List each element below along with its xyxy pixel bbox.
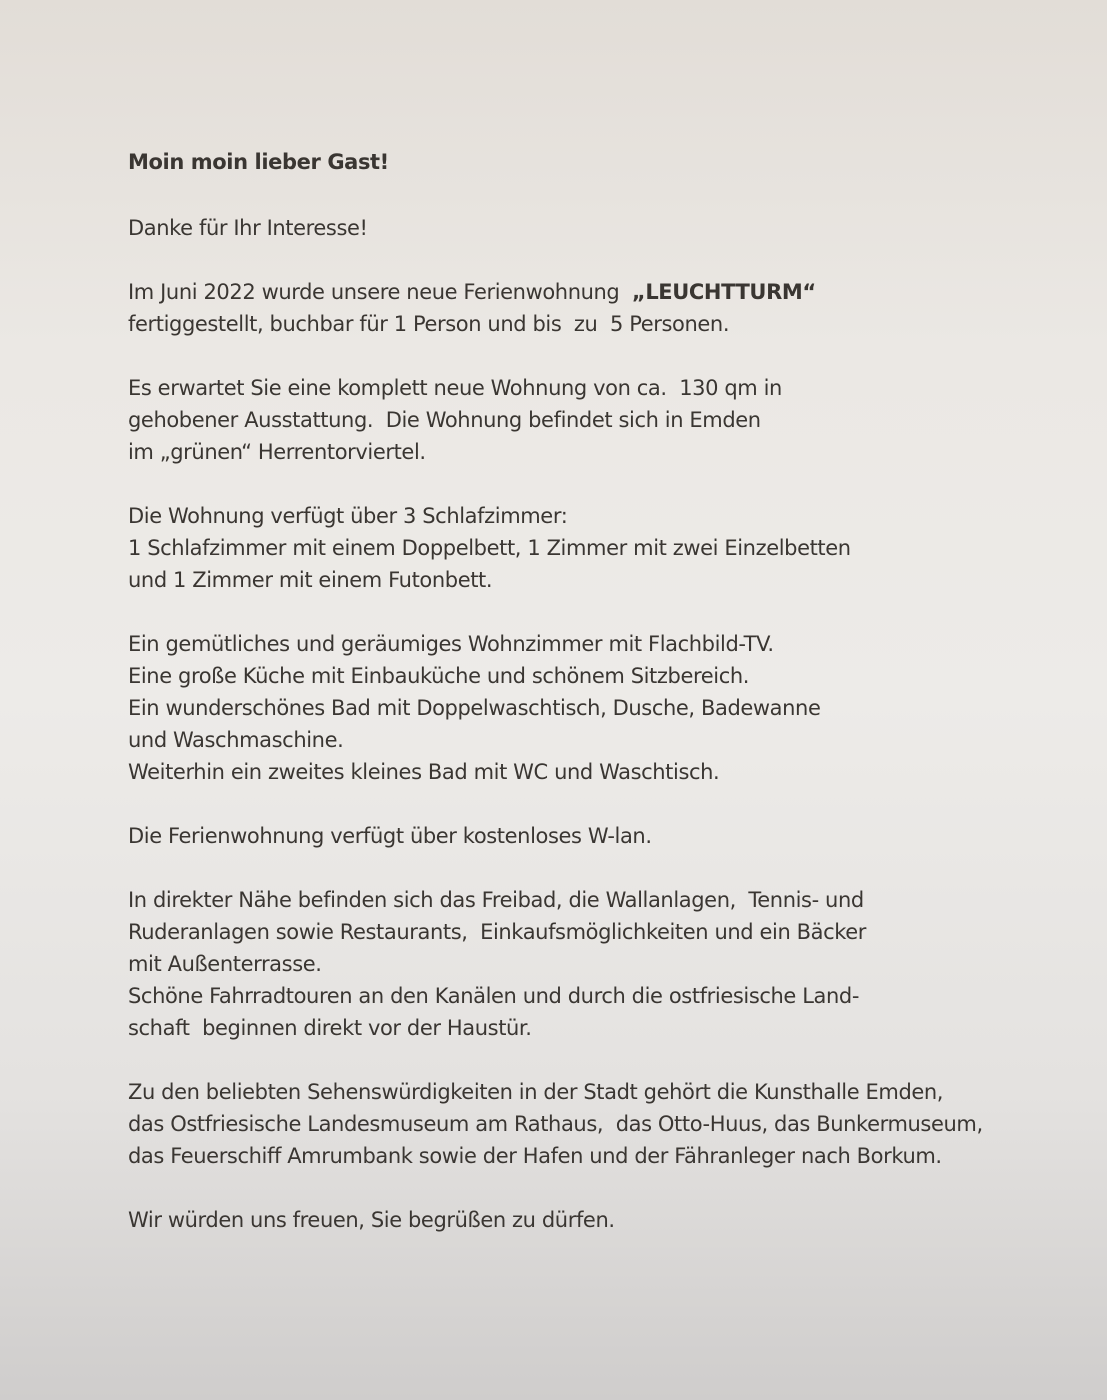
apartment-line: Es erwartet Sie eine komplett neue Wohnung von ca. 130 qm in: [128, 376, 782, 400]
intro-line-2: fertiggestellt, buchbar für 1 Person und bis zu 5 Personen.: [128, 312, 730, 336]
surroundings-line: Schöne Fahrradtouren an den Kanälen und durch die ostfriesische Land-: [128, 984, 859, 1008]
rooms-line: und Waschmaschine.: [128, 728, 344, 752]
rooms-line: Eine große Küche mit Einbauküche und schönem Sitzbereich.: [128, 664, 750, 688]
surroundings-line: mit Außenterrasse.: [128, 952, 322, 976]
surroundings-line: Ruderanlagen sowie Restaurants, Einkaufsmöglichkeiten und ein Bäcker: [128, 920, 867, 944]
thanks-paragraph: [128, 212, 1078, 244]
apartment-line: gehobener Ausstattung. Die Wohnung befindet sich in Emden: [128, 408, 761, 432]
bedrooms-paragraph: [128, 500, 1078, 596]
wifi-line: Die Ferienwohnung verfügt über kostenloses W-lan.: [128, 824, 652, 848]
surroundings-line: schaft beginnen direkt vor der Haustür.: [128, 1016, 532, 1040]
letter-body: [128, 146, 1078, 1268]
closing-paragraph: [128, 1204, 1078, 1236]
intro-line-1: [128, 276, 1078, 308]
intro-text: Im Juni 2022 wurde unsere neue Ferienwohnung: [128, 280, 632, 304]
sights-paragraph: [128, 1076, 1078, 1172]
closing-line: Wir würden uns freuen, Sie begrüßen zu dürfen.: [128, 1208, 615, 1232]
rooms-paragraph: [128, 628, 1078, 788]
sights-line: das Feuerschiff Amrumbank sowie der Hafen und der Fähranleger nach Borkum.: [128, 1144, 942, 1168]
rooms-line: Ein wunderschönes Bad mit Doppelwaschtisch, Dusche, Badewanne: [128, 696, 821, 720]
wifi-paragraph: [128, 820, 1078, 852]
bedrooms-line: und 1 Zimmer mit einem Futonbett.: [128, 568, 493, 592]
surroundings-paragraph: [128, 884, 1078, 1044]
rooms-line: Weiterhin ein zweites kleines Bad mit WC und Waschtisch.: [128, 760, 720, 784]
bedrooms-line: 1 Schlafzimmer mit einem Doppelbett, 1 Zimmer mit zwei Einzelbetten: [128, 536, 851, 560]
apartment-paragraph: [128, 372, 1078, 468]
surroundings-line: In direkter Nähe befinden sich das Freibad, die Wallanlagen, Tennis- und: [128, 888, 864, 912]
apartment-name: „LEUCHTTURM“: [631, 280, 816, 304]
sights-line: Zu den beliebten Sehenswürdigkeiten in der Stadt gehört die Kunsthalle Emden,: [128, 1080, 944, 1104]
greeting: [128, 146, 1078, 178]
intro-paragraph: [128, 276, 1078, 340]
thanks-line: Danke für Ihr Interesse!: [128, 216, 368, 240]
apartment-line: im „grünen“ Herrentorviertel.: [128, 440, 426, 464]
rooms-line: Ein gemütliches und geräumiges Wohnzimmer mit Flachbild-TV.: [128, 632, 774, 656]
greeting-line: Moin moin lieber Gast!: [128, 150, 389, 174]
bedrooms-line: Die Wohnung verfügt über 3 Schlafzimmer:: [128, 504, 568, 528]
sights-line: das Ostfriesische Landesmuseum am Rathaus, das Otto-Huus, das Bunkermuseum,: [128, 1112, 983, 1136]
